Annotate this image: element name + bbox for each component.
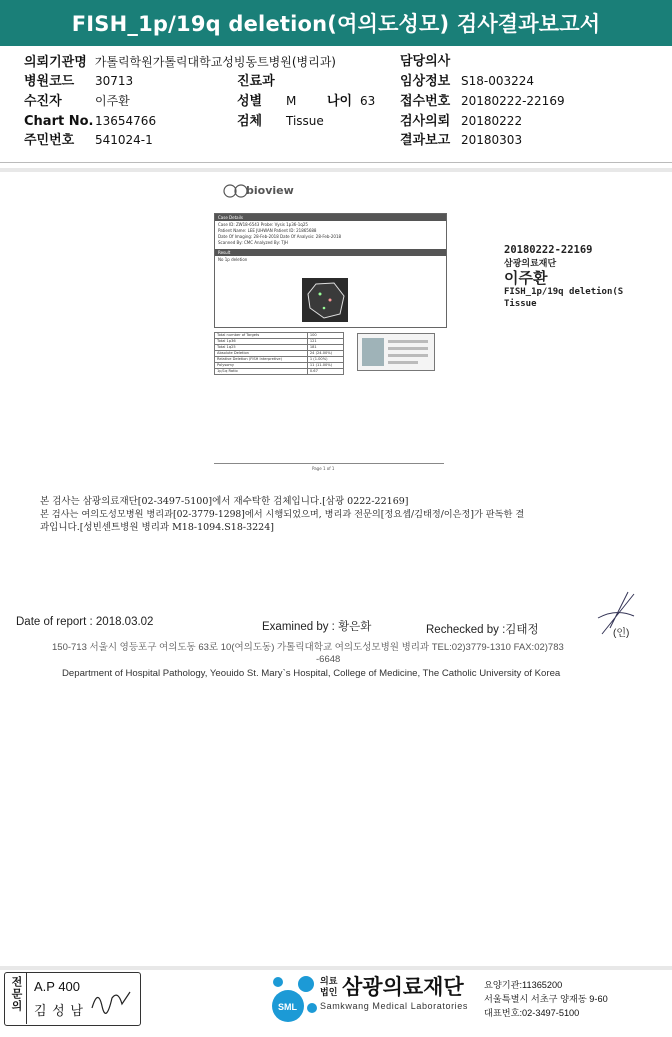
seal-mark: (인) [613,628,630,639]
sml-logo-icon [268,972,320,1024]
mini-row: Case ID: ZW18-6543 Probe: Vysis 1p36-1q25 [218,222,308,227]
chart-label: Chart No. [24,114,94,129]
sex-value: M [286,94,297,108]
date-of-report: Date of report : 2018.03.02 [16,616,154,628]
table-row [215,357,344,363]
stat-value: 24 (24.00%) [307,351,343,357]
sticker-barcode-number: 20180222-22169 [504,244,593,256]
body-line: 본 검사는 삼광의료재단[02-3497-5100]에서 재수탁한 검체입니다.[삼광 0222-22169] [40,496,409,507]
department-english: Department of Hospital Pathology, Yeouido St. Mary`s Hospital, College of Medicine, The Catholic University of Korea [62,668,561,679]
stat-label: 1p/1q Ratio [215,369,308,375]
bottom-border [0,966,672,970]
sticker-specimen: Tissue [504,299,537,309]
specimen-label: 검체 [237,114,263,129]
stat-value: 1 (1.00%) [307,357,343,363]
lab-kind [320,976,337,998]
stat-label: Relative Deletion (FISH Interpretive) [215,357,308,363]
stat-value: 0.67 [307,369,343,375]
stamp-signature [88,984,136,1014]
body-line: 본 검사는 여의도성모병원 병리과[02-3779-1298]에서 시행되었으며, 병리과 전문의[정요셉/김태정/이은정]가 판독한 결 [40,509,525,520]
examined-by: Examined by : 황은화 [262,621,372,633]
age-label: 나이 [327,94,353,109]
page-label: Page 1 of 1 [312,466,335,471]
request-value: 20180222 [461,114,523,128]
address-line: -6648 [316,654,341,665]
sticker-lab: 삼광의료재단 [504,259,557,269]
requester-value: 가톨릭학원가톨릭대학교성빙동트병원(병리과) [94,55,336,69]
sticker-test-name: FISH_1p/19q deletion(S [504,287,624,297]
result-label: 결과보고 [400,133,451,148]
summary-thumbnail [357,333,435,371]
mini-section-result: Result [215,249,446,256]
sample-sticker [500,240,640,316]
receipt-label: 접수번호 [400,94,451,109]
stat-label: Total 1q25 [215,345,308,351]
mini-footer-line [214,463,444,464]
mini-row: Scanned By: CMC Analyzed By: TJH [218,240,288,245]
lab-info: 요양기관:11365200 [484,980,563,990]
stat-value: 181 [307,345,343,351]
report-title: FISH_1p/19q deletion(여의도성모) 검사결과보고서 [0,0,672,46]
header-divider [0,162,672,163]
sml-logo-text: SML [278,1002,297,1012]
bioview-logo [222,180,294,202]
hospital-code-label: 병원코드 [24,74,75,89]
cell-nucleus-icon [302,278,348,322]
lab-kind-line: 의료 [320,976,338,986]
mini-row: Date Of Imaging: 28-Feb-2018 Date Of Analysis: 28-Feb-2018 [218,234,342,239]
rechecked-by: Rechecked by :김태정 [426,624,539,636]
age-value: 63 [360,94,376,108]
signature-icon [88,984,136,1014]
stamp-name: 김 성 남 [34,1003,84,1018]
stamp-vertical-label: 전문의 [10,976,23,1012]
chart-value: 13654766 [95,114,157,128]
address-line: 150-713 서울시 영등포구 여의도동 63로 10(여의도동) 가톨릭대학교 여의도성모병원 병리과 TEL:02)3779-1310 FAX:02)783 [52,642,564,653]
sex-label: 성별 [237,94,263,109]
patient-label: 수진자 [24,94,62,109]
result-value: 20180303 [461,133,523,147]
request-label: 검사의뢰 [400,114,451,129]
mini-result: No 1p deletion [218,257,248,262]
bioview-logo-text: bioview [246,184,294,197]
id-value: 541024-1 [95,133,153,147]
lab-name-english: Samkwang Medical Laboratories [320,1001,468,1011]
stat-label: Total 1p36 [215,339,308,345]
stat-value: 121 [307,339,343,345]
department-label: 진료과 [237,74,275,89]
thumbnail-icon [358,334,434,370]
requester-label: 의뢰기관명 [24,55,87,70]
sticker-patient-name: 이주환 [504,269,548,287]
stat-label: Absolute Deletion [215,351,308,357]
fish-cell-image [302,278,348,322]
specimen-value: Tissue [286,114,324,128]
stat-value: 100 [307,333,343,339]
lab-info: 대표번호:02-3497-5100 [484,1008,580,1018]
doctor-label: 담당의사 [400,54,451,69]
stat-value: 11 (11.00%) [307,363,343,369]
clinical-info-label: 임상정보 [400,74,451,89]
scan-top-border [0,168,672,172]
table-row [215,369,344,375]
hospital-code-value: 30713 [95,74,134,88]
mini-section-case: Case Details [215,214,446,221]
sml-logo [268,972,320,1024]
body-line: 과입니다.[성빈센트병원 병리과 M18-1094.S18-3224] [40,522,274,533]
lab-info: 서울특별시 서초구 양재동 9-60 [484,994,608,1004]
stamp-ap: A.P 400 [34,979,81,994]
requester-row [24,52,336,72]
id-label: 주민번호 [24,133,75,148]
receipt-value: 20180222-22169 [461,94,565,108]
mini-row: Patient Name: LEE JUHWAN Patient ID: 21865688 [218,228,317,233]
stat-label: Polysomy [215,363,308,369]
stamp-vertical-cell [4,972,27,1024]
lab-kind-line: 법인 [320,987,338,997]
stats-table [214,332,344,375]
lab-name: 삼광의료재단 [342,976,464,999]
stat-label: Total number of Targets [215,333,308,339]
clinical-info-value: S18-003224 [461,74,535,88]
patient-value: 이주환 [95,94,130,108]
